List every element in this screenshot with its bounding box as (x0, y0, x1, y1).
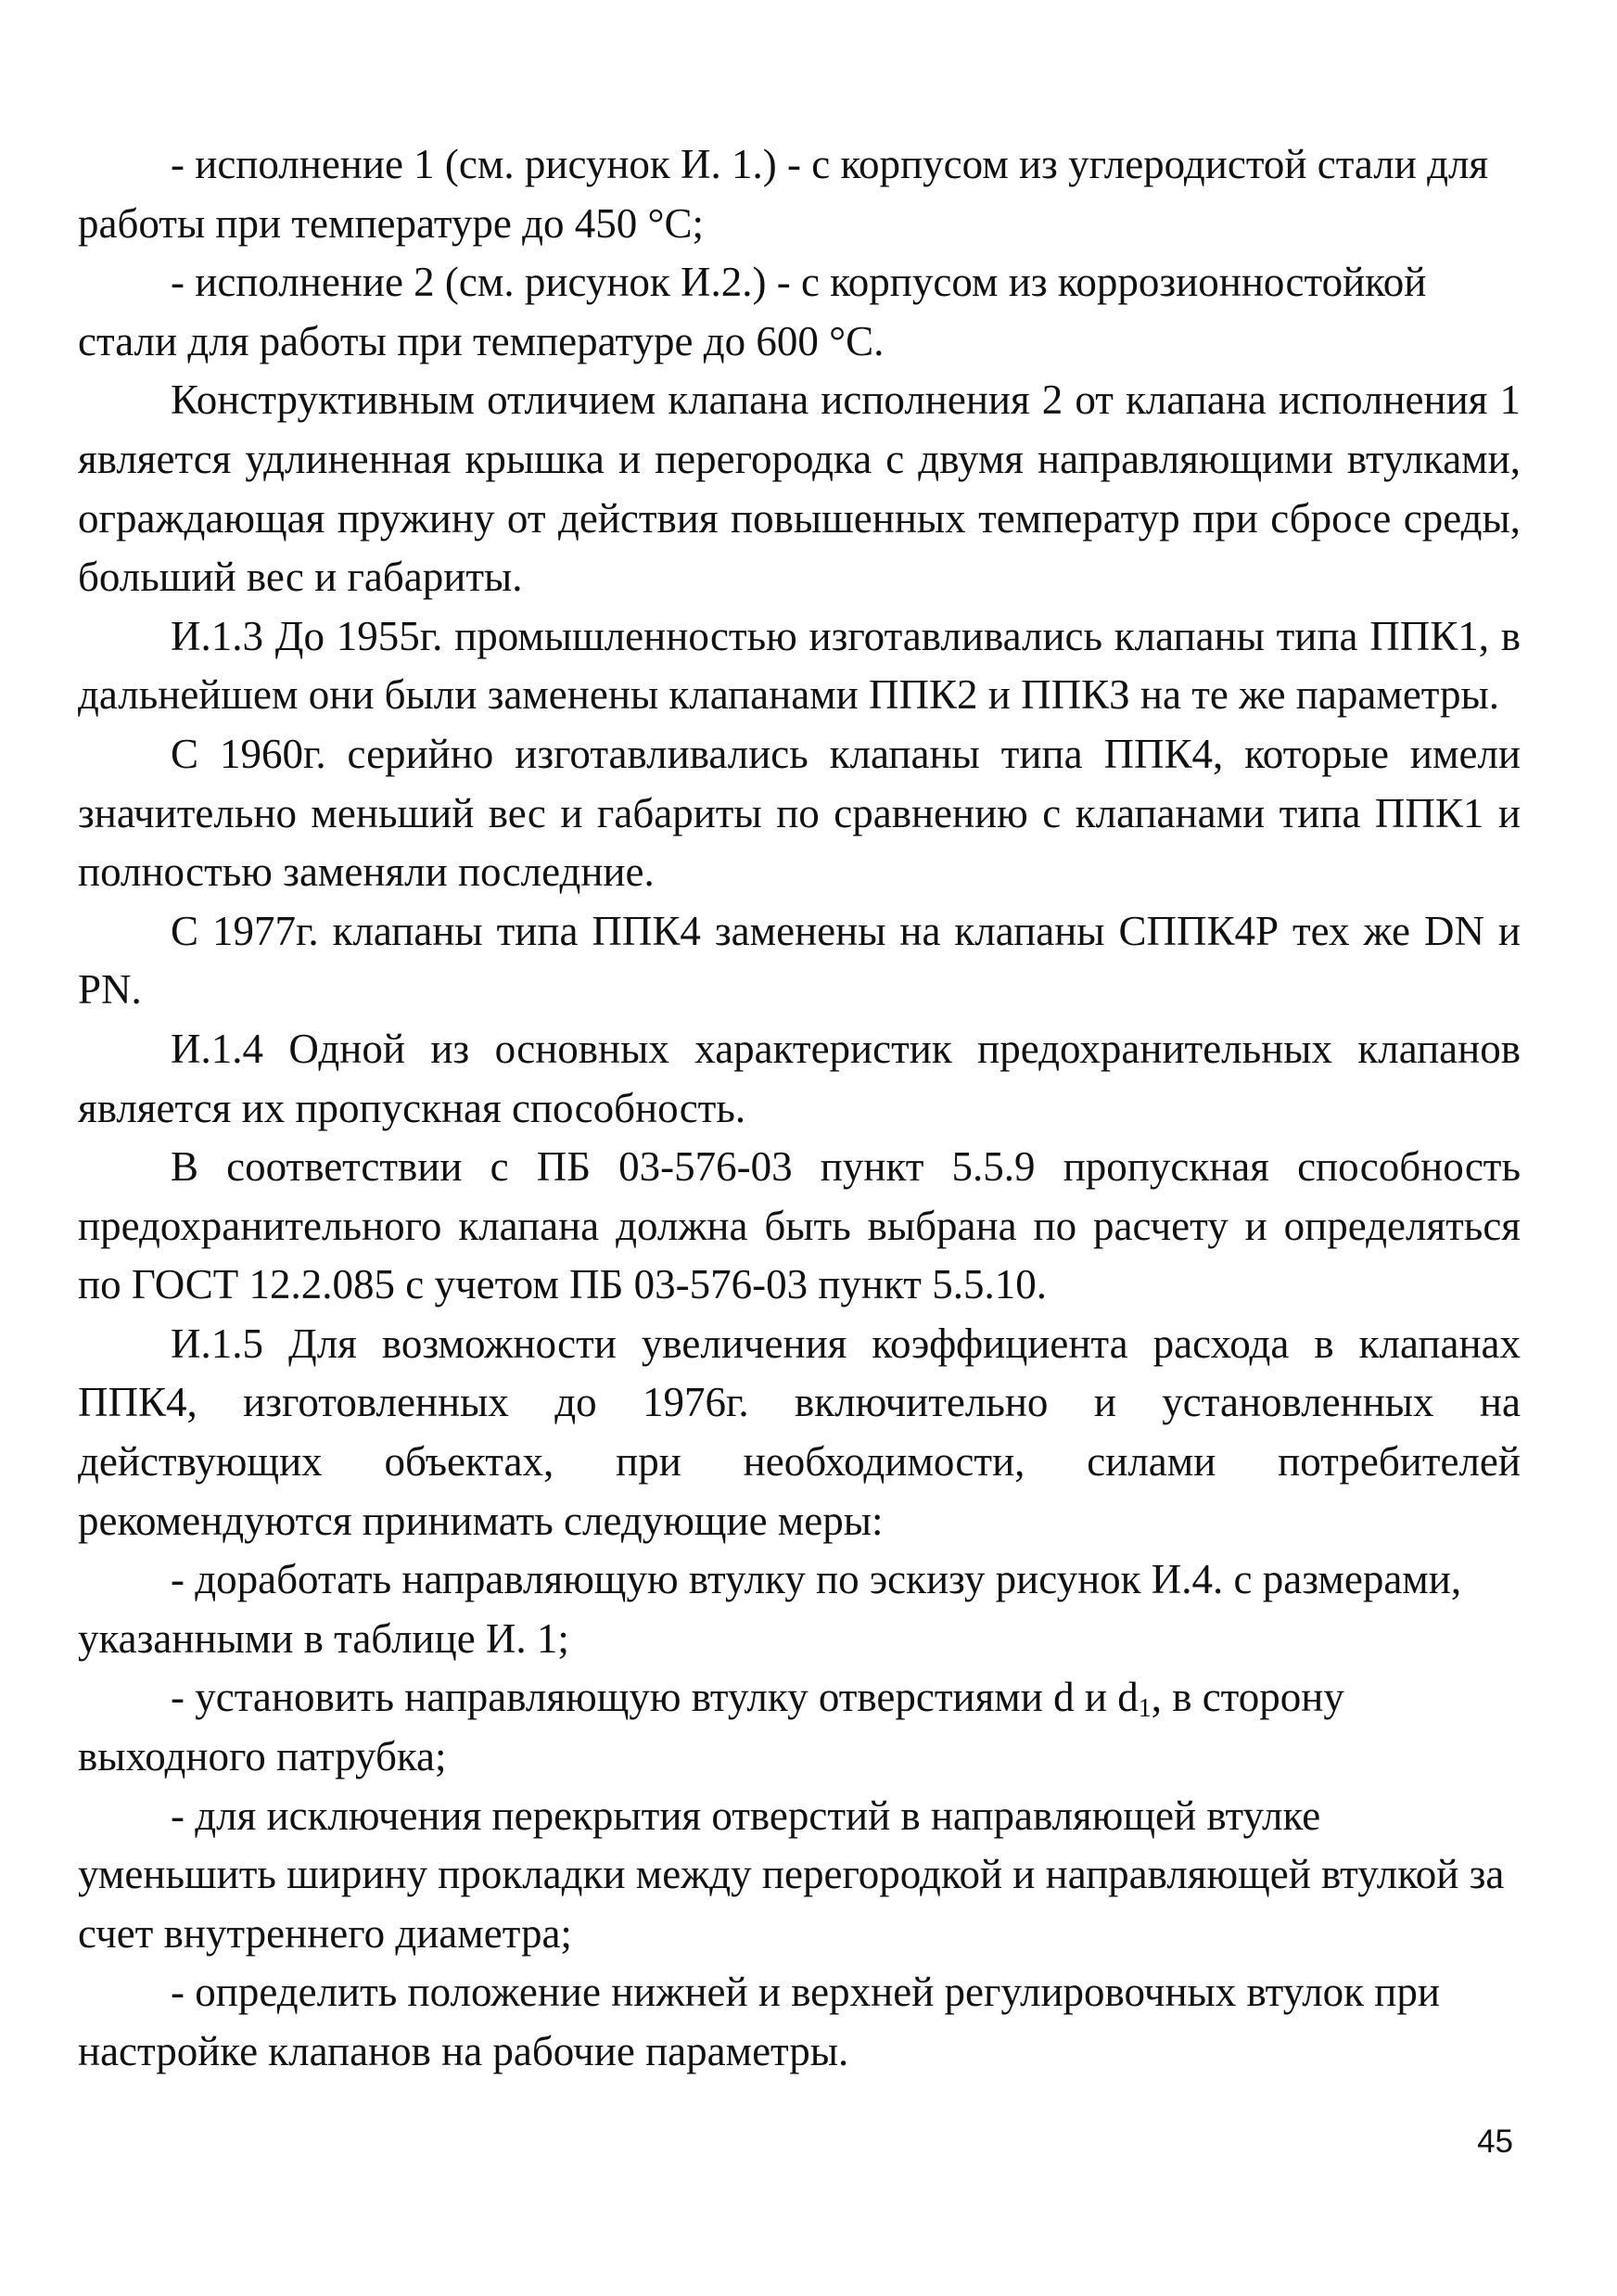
paragraph-design-difference: Конструктивным отличием клапана исполнения 2 от клапана исполнения 1 является удлиненная крышка и перегородка с двумя направляющими втулками, ограждающая пружину от действия повышенных температур при сбросе среды, больший вес и габариты. (78, 376, 1521, 601)
paragraph-1-4: И.1.4 Одной из основных характеристик предохранительных клапанов является их пропускная способность. (78, 1025, 1521, 1131)
paragraph-1960: С 1960г. серийно изготавливались клапаны типа ППК4, которые имели значительно меньший вес и габариты по сравнению с клапанами типа ППК1 и полностью заменяли последние. (78, 730, 1521, 896)
paragraph-pb-reference: В соответствии с ПБ 03-576-03 пункт 5.5.9 пропускная способность предохранительного клапана должна быть выбрана по расчету и определяться по ГОСТ 12.2.085 с учетом ПБ 03-576-03 пункт 5.5.10. (78, 1143, 1521, 1308)
list-item-regulating-bushings: - определить положение нижней и верхней регулировочных втулок при настройке клапанов на рабочие параметры. (78, 1969, 1440, 2074)
body-text (78, 135, 1521, 2082)
list-item-rework-bushing: - доработать направляющую втулку по эскизу рисунок И.4. с размерами, указанными в таблице И. 1; (78, 1556, 1462, 1662)
bushing-subscript: 1 (1138, 1694, 1152, 1724)
bushing-text-after: , в сторону выходного патрубка; (78, 1674, 1344, 1780)
page-number: 45 (1477, 2124, 1513, 2160)
list-item-gasket-width: - для исключения перекрытия отверстий в направляющей втулке уменьшить ширину прокладки между перегородкой и направляющей втулкой за счет внутреннего диаметра; (78, 1792, 1505, 1957)
list-item-install-bushing (78, 1668, 1521, 1786)
paragraph-execution-1: - исполнение 1 (см. рисунок И. 1.) - с корпусом из углеродистой стали для работы при температуре до 450 °С; (78, 141, 1489, 247)
paragraph-1-5: И.1.5 Для возможности увеличения коэффициента расхода в клапанах ППК4, изготовленных до 1976г. включительно и установленных на действующих объектах, при необходимости, силами потребителей рекомендуются принимать следующие меры: (78, 1320, 1521, 1544)
paragraph-execution-2: - исполнение 2 (см. рисунок И.2.) - с корпусом из коррозионностойкой стали для работы при температуре до 600 °С. (78, 259, 1427, 364)
paragraph-1977: С 1977г. клапаны типа ППК4 заменены на клапаны СППК4Р тех же DN и PN. (78, 907, 1521, 1014)
bushing-text-before: - установить направляющую втулку отверстиями d и d (171, 1674, 1139, 1721)
paragraph-1-3: И.1.3 До 1955г. промышленностью изготавливались клапаны типа ППК1, в дальнейшем они были заменены клапанами ППК2 и ППКЗ на те же параметры. (78, 612, 1521, 719)
